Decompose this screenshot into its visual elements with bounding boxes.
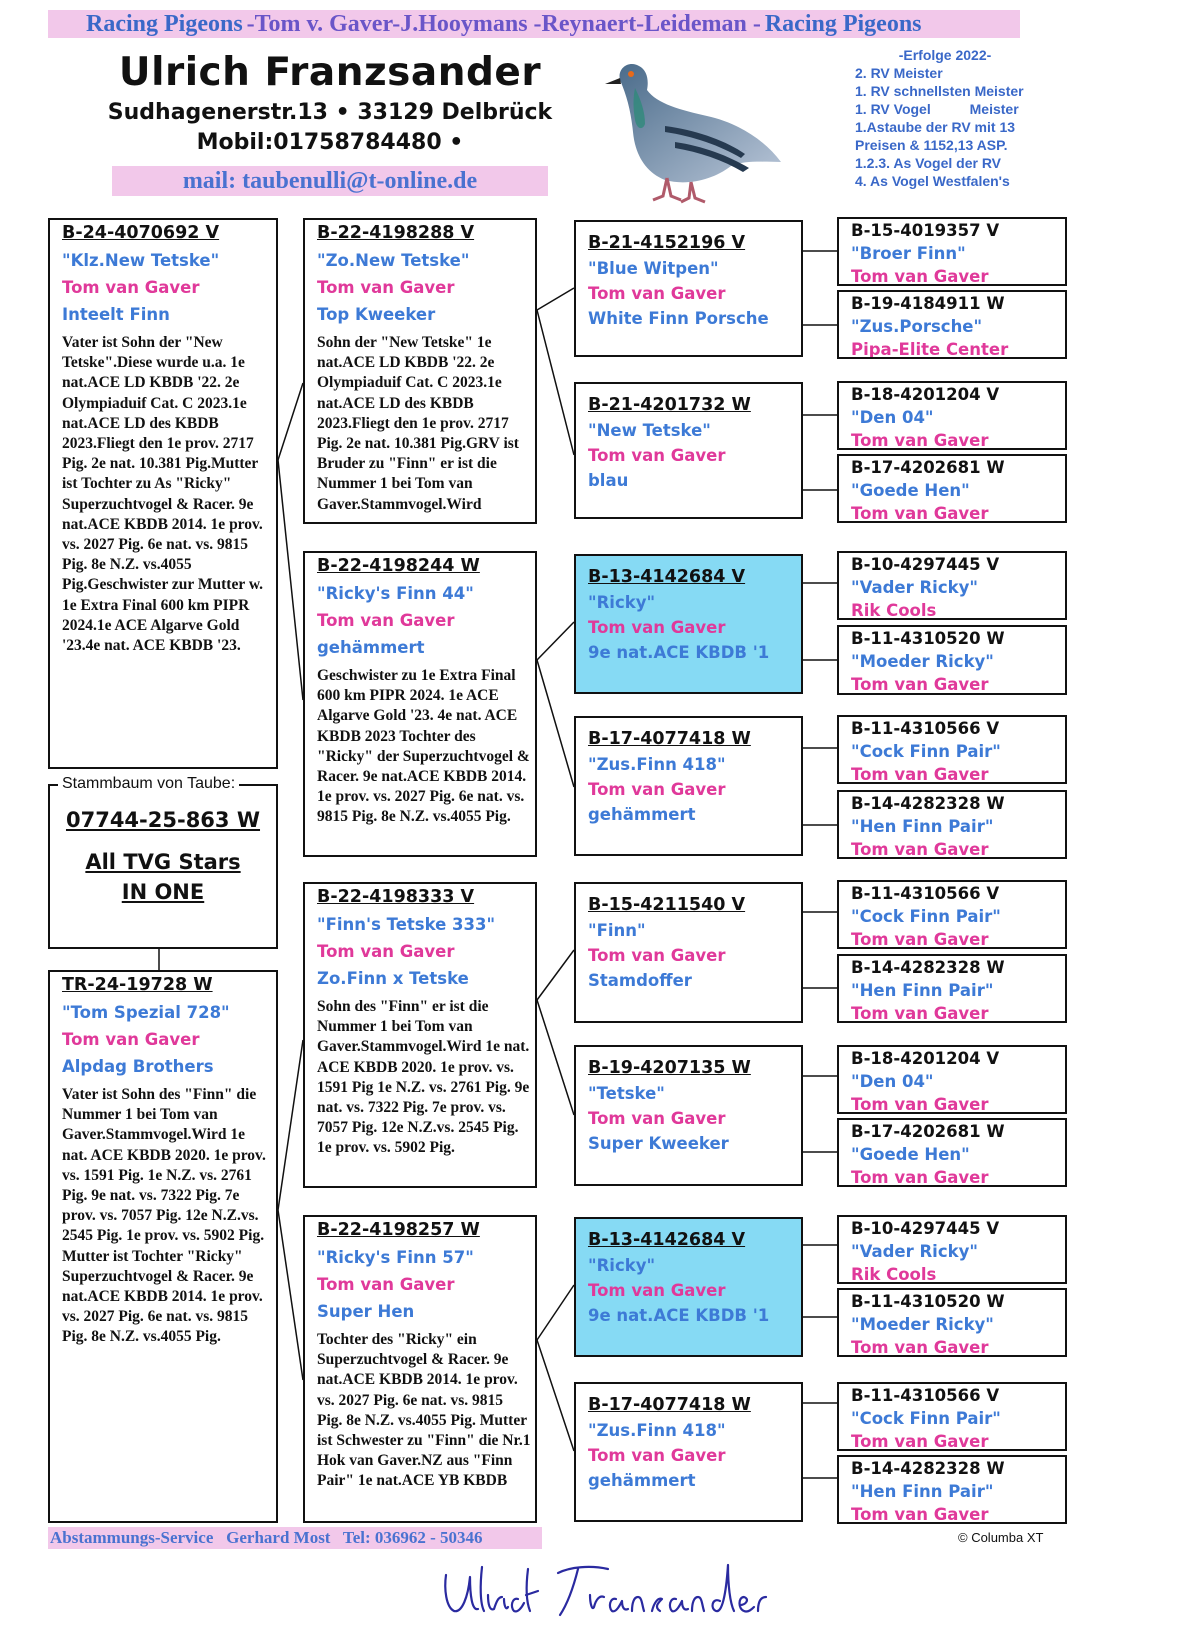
dam-name: "Tom Spezial 728"	[62, 1003, 230, 1022]
ring-number: B-22-4198333 V	[317, 887, 475, 907]
breeder-name: Tom van Gaver	[851, 1168, 989, 1187]
subject-title-1: All TVG Stars	[85, 850, 241, 874]
breeder-name: Tom van Gaver	[851, 431, 989, 450]
pigeon-name: "Cock Finn Pair"	[851, 742, 1001, 761]
pigeon-name: "Vader Ricky"	[851, 578, 978, 597]
success-line: 1. RV Vogel Meister	[855, 101, 1019, 117]
ring-number: B-11-4310520 W	[851, 629, 1005, 648]
pigeon-extra: Super Hen	[317, 1302, 415, 1321]
ring-number: B-14-4282328 W	[851, 794, 1005, 813]
ancestor-card[interactable]	[837, 625, 1067, 695]
grandparent-card[interactable]	[303, 1215, 537, 1523]
pigeon-name: "Den 04"	[851, 1072, 934, 1091]
success-line: 1.Astaube der RV mit 13	[855, 119, 1016, 135]
ring-number: B-21-4152196 V	[588, 233, 746, 253]
great-grandparent-card[interactable]	[574, 220, 803, 357]
pigeon-extra: Super Kweeker	[588, 1134, 729, 1153]
pigeon-name: "Blue Witpen"	[588, 259, 719, 278]
copyright: © Columba XT	[958, 1530, 1044, 1545]
dam-extra: Alpdag Brothers	[62, 1057, 214, 1076]
pigeon-name: "Goede Hen"	[851, 481, 970, 500]
pigeon-name: "Hen Finn Pair"	[851, 1482, 994, 1501]
banner-right: Racing Pigeons	[764, 11, 922, 37]
breeder-name: Tom van Gaver	[851, 504, 989, 523]
breeder-name: Tom van Gaver	[588, 946, 726, 965]
pigeon-extra: Top Kweeker	[317, 305, 436, 324]
breeder-name: Tom van Gaver	[588, 618, 726, 637]
ring-number: B-18-4201204 V	[851, 1049, 1000, 1068]
great-grandparent-card[interactable]	[574, 882, 803, 1023]
breeder-name: Rik Cools	[851, 601, 937, 620]
ancestor-card[interactable]	[837, 790, 1067, 859]
pigeon-description: Tochter des "Ricky" ein Superzuchtvogel & Racer. 9e nat.ACE KBDB 2014. 1e prov. vs. 2027 Pig. 6e nat. vs. 9815 Pig. 8e N.Z. vs.4055 Pig. Mutter ist Schwester zu "Finn" die Nr.1 Hok van Gaver.NZ aus "Finn Pair" 1e nat.ACE YB KBDB	[317, 1331, 531, 1490]
sire-description: Vater ist Sohn der "New Tetske".Diese wurde u.a. 1e nat.ACE LD KBDB '22. 2e Olympiaduif Cat. C 2023.1e nat.ACE LD des KBDB 2023.Fliegt den 1e prov. 2717 Pig. 2e nat. 10.381 Pig.Mutter ist Tochter zu As "Ricky" Superzuchtvogel & Racer. 9e nat.ACE KBDB 2014. 1e prov. vs. 2027 Pig. 6e nat. vs. 9815 Pig. 8e N.Z. vs.4055 Pig.Geschwister zur Mutter w. 1e Extra Final 600 km PIPR 2024.1e ACE Algarve Gold '23.4e nat. ACE KBDB '23.	[62, 334, 264, 655]
success-line: 1. RV schnellsten Meister	[855, 83, 1024, 99]
great-grandparent-card[interactable]	[574, 1045, 803, 1186]
ring-number: B-11-4310566 V	[851, 884, 1000, 903]
grandparent-card[interactable]	[303, 218, 537, 524]
pigeon-name: "Ricky's Finn 44"	[317, 584, 474, 603]
ring-number: B-11-4310520 W	[851, 1292, 1005, 1311]
breeder-name: Tom van Gaver	[851, 1505, 989, 1524]
ancestor-card[interactable]	[837, 954, 1067, 1023]
grandparent-card[interactable]	[303, 882, 537, 1188]
breeder-name: Tom van Gaver	[317, 278, 455, 297]
pigeon-name: "Cock Finn Pair"	[851, 1409, 1001, 1428]
breeder-name: Tom van Gaver	[588, 446, 726, 465]
ring-number: B-13-4142684 V	[588, 567, 746, 587]
ring-number: B-14-4282328 W	[851, 1459, 1005, 1478]
breeder-name: Tom van Gaver	[851, 930, 989, 949]
dam-description: Vater ist Sohn des "Finn" die Nummer 1 bei Tom van Gaver.Stammvogel.Wird 1e nat. ACE KBDB 2020. 1e prov. vs. 1591 Pig. 1e N.Z. vs. 2761 Pig. 9e nat. vs. 7322 Pig. 7e prov. vs. 7057 Pig. 12e N.Z.vs. 2545 Pig. 1e prov. vs. 5902 Pig. Mutter ist Tochter "Ricky" Superzuchtvogel & Racer. 9e nat.ACE KBDB 2014. 1e prov. vs. 2027 Pig. 6e nat. vs. 9815 Pig. 8e N.Z. vs.4055 Pig.	[62, 1086, 266, 1346]
breeder-name: Tom van Gaver	[851, 1338, 989, 1357]
ring-number: B-17-4202681 W	[851, 458, 1005, 477]
breeder-name: Tom van Gaver	[851, 267, 989, 286]
success-line: 2. RV Meister	[855, 65, 943, 81]
pigeon-extra: Zo.Finn x Tetske	[317, 969, 469, 988]
pigeon-name: "Ricky"	[588, 1256, 656, 1275]
breeder-name: Pipa-Elite Center	[851, 340, 1009, 359]
banner-left: Racing Pigeons	[86, 11, 243, 37]
success-line: 4. As Vogel Westfalen's	[855, 173, 1010, 189]
pigeon-name: "New Tetske"	[588, 421, 711, 440]
owner-address: Sudhagenerstr.13 • 33129 Delbrück	[107, 100, 553, 125]
breeder-name: Tom van Gaver	[851, 765, 989, 784]
ancestor-card[interactable]	[837, 715, 1067, 784]
ancestor-card[interactable]	[837, 1118, 1067, 1187]
great-grandparent-card[interactable]	[574, 1382, 803, 1522]
breeder-name: Tom van Gaver	[851, 1095, 989, 1114]
ring-number: B-15-4019357 V	[851, 221, 1000, 240]
pigeon-extra: White Finn Porsche	[588, 309, 769, 328]
ring-number: B-11-4310566 V	[851, 1386, 1000, 1405]
sire-breeder: Tom van Gaver	[62, 278, 200, 297]
sire-ring-number: B-24-4070692 V	[62, 223, 220, 243]
success-line: Preisen & 1152,13 ASP.	[855, 137, 1008, 153]
owner-name: Ulrich Franzsander	[118, 50, 542, 95]
pigeon-name: "Tetske"	[588, 1084, 665, 1103]
ancestor-card[interactable]	[837, 551, 1067, 620]
pigeon-name: "Zus.Finn 418"	[588, 1421, 726, 1440]
ring-number: B-13-4142684 V	[588, 1230, 746, 1250]
pigeon-name: "Broer Finn"	[851, 244, 966, 263]
breeder-name: Tom van Gaver	[851, 840, 989, 859]
ring-number: B-17-4077418 W	[588, 1395, 751, 1415]
banner-middle: -Tom v. Gaver-J.Hooymans -Reynaert-Leideman -	[246, 11, 761, 37]
breeder-name: Tom van Gaver	[851, 1004, 989, 1023]
dam-ring-number: TR-24-19728 W	[62, 975, 213, 995]
sire-extra: Inteelt Finn	[62, 305, 170, 324]
ancestor-card[interactable]	[837, 381, 1067, 450]
pigeon-name: "Goede Hen"	[851, 1145, 970, 1164]
ancestor-card[interactable]	[837, 1045, 1067, 1114]
ancestor-card[interactable]	[837, 217, 1067, 286]
ancestor-card[interactable]	[837, 1455, 1067, 1524]
pigeon-name: "Hen Finn Pair"	[851, 981, 994, 1000]
pigeon-extra: 9e nat.ACE KBDB '1	[588, 1306, 770, 1325]
breeder-name: Tom van Gaver	[317, 611, 455, 630]
ring-number: B-14-4282328 W	[851, 958, 1005, 977]
pigeon-extra: gehämmert	[588, 805, 696, 824]
grandparent-card[interactable]	[303, 551, 537, 857]
pigeon-name: "Zus.Finn 418"	[588, 755, 726, 774]
dam-breeder: Tom van Gaver	[62, 1030, 200, 1049]
pigeon-name: "Moeder Ricky"	[851, 1315, 994, 1334]
pigeon-description: Sohn des "Finn" er ist die Nummer 1 bei Tom van Gaver.Stammvogel.Wird 1e nat. ACE KBDB 2020. 1e prov. vs. 1591 Pig 1e N.Z. vs. 2761 Pig. 9e nat. vs. 7322 Pig. 7e prov. vs. 7057 Pig. 12e N.Z.vs. 2545 Pig. 1e prov. vs. 5902 Pig.	[317, 998, 530, 1157]
ring-number: B-11-4310566 V	[851, 719, 1000, 738]
breeder-name: Tom van Gaver	[317, 942, 455, 961]
ring-number: B-15-4211540 V	[588, 895, 746, 915]
ring-number: B-10-4297445 V	[851, 1219, 1000, 1238]
dam-card[interactable]	[48, 970, 278, 1523]
signature	[440, 1555, 780, 1635]
ring-number: B-17-4077418 W	[588, 729, 751, 749]
owner-mobile: Mobil:01758784480 •	[196, 130, 464, 155]
breeder-name: Tom van Gaver	[851, 1432, 989, 1451]
pigeon-name: "Moeder Ricky"	[851, 652, 994, 671]
breeder-name: Tom van Gaver	[588, 780, 726, 799]
ring-number: B-21-4201732 W	[588, 395, 751, 415]
pigeon-name: "Finn's Tetske 333"	[317, 915, 496, 934]
pigeon-description: Sohn der "New Tetske" 1e nat.ACE LD KBDB '22. 2e Olympiaduif Cat. C 2023.1e nat.ACE LD des KBDB 2023.Fliegt den 1e prov. 2717 Pig. 2e nat. 10.381 Pig.GRV ist Bruder zu "Finn" er ist die Nummer 1 bei Tom van Gaver.Stammvogel.Wird	[317, 334, 519, 513]
breeder-name: Tom van Gaver	[851, 675, 989, 694]
subject-card	[48, 784, 278, 949]
pigeon-name: "Den 04"	[851, 408, 934, 427]
sire-name: "Klz.New Tetske"	[62, 251, 220, 270]
pigeon-name: "Vader Ricky"	[851, 1242, 978, 1261]
ring-number: B-22-4198244 W	[317, 556, 480, 576]
great-grandparent-card[interactable]	[574, 716, 803, 856]
subject-title-2: IN ONE	[121, 880, 205, 904]
pigeon-name: "Zus.Porsche"	[851, 317, 983, 336]
ring-number: B-10-4297445 V	[851, 555, 1000, 574]
pigeon-extra: 9e nat.ACE KBDB '1	[588, 643, 770, 662]
sire-card[interactable]	[48, 218, 278, 769]
ring-number: B-19-4184911 W	[851, 294, 1005, 313]
success-line: 1.2.3. As Vogel der RV	[855, 155, 1002, 171]
great-grandparent-card-highlighted[interactable]	[574, 1217, 803, 1357]
ancestor-card[interactable]	[837, 1288, 1067, 1357]
great-grandparent-card[interactable]	[574, 382, 803, 519]
ring-number: B-22-4198288 V	[317, 223, 475, 243]
ancestor-card[interactable]	[837, 1382, 1067, 1451]
subject-label: Stammbaum von Taube:	[58, 775, 239, 793]
pigeon-name: "Zo.New Tetske"	[317, 251, 470, 270]
ring-number: B-19-4207135 W	[588, 1058, 751, 1078]
great-grandparent-card-highlighted[interactable]	[574, 554, 803, 694]
breeder-name: Tom van Gaver	[588, 1446, 726, 1465]
subject-ring-number: 07744-25-863 W	[65, 808, 261, 832]
ring-number: B-17-4202681 W	[851, 1122, 1005, 1141]
breeder-name: Rik Cools	[851, 1265, 937, 1284]
successes-title: -Erfolge 2022-	[898, 47, 992, 63]
pigeon-extra: blau	[588, 471, 629, 490]
ring-number: B-22-4198257 W	[317, 1220, 480, 1240]
breeder-name: Tom van Gaver	[317, 1275, 455, 1294]
owner-mail[interactable]: mail: taubenulli@t-online.de	[112, 166, 548, 196]
pigeon-extra: Stamdoffer	[588, 971, 692, 990]
ancestor-card[interactable]	[837, 290, 1067, 359]
pigeon-name: "Ricky's Finn 57"	[317, 1248, 474, 1267]
pigeon-name: "Finn"	[588, 921, 646, 940]
pigeon-name: "Hen Finn Pair"	[851, 817, 994, 836]
ancestor-card[interactable]	[837, 454, 1067, 523]
pigeon-name: "Ricky"	[588, 593, 656, 612]
ring-number: B-18-4201204 V	[851, 385, 1000, 404]
pigeon-extra: gehämmert	[588, 1471, 696, 1490]
breeder-name: Tom van Gaver	[588, 1281, 726, 1300]
breeder-name: Tom van Gaver	[588, 1109, 726, 1128]
service-footer: Abstammungs-Service Gerhard Most Tel: 036962 - 50346	[48, 1527, 542, 1549]
pigeon-name: "Cock Finn Pair"	[851, 907, 1001, 926]
pigeon-description: Geschwister zu 1e Extra Final 600 km PIPR 2024. 1e ACE Algarve Gold '23. 4e nat. ACE KBDB 2023 Tochter des "Ricky" der Superzuchtvogel & Racer. 9e nat.ACE KBDB 2014. 1e prov. vs. 2027 Pig. 6e nat. vs. 9815 Pig. 8e N.Z. vs.4055 Pig.	[317, 667, 530, 826]
ancestor-card[interactable]	[837, 1215, 1067, 1284]
breeder-name: Tom van Gaver	[588, 284, 726, 303]
pigeon-extra: gehämmert	[317, 638, 425, 657]
ancestor-card[interactable]	[837, 880, 1067, 949]
